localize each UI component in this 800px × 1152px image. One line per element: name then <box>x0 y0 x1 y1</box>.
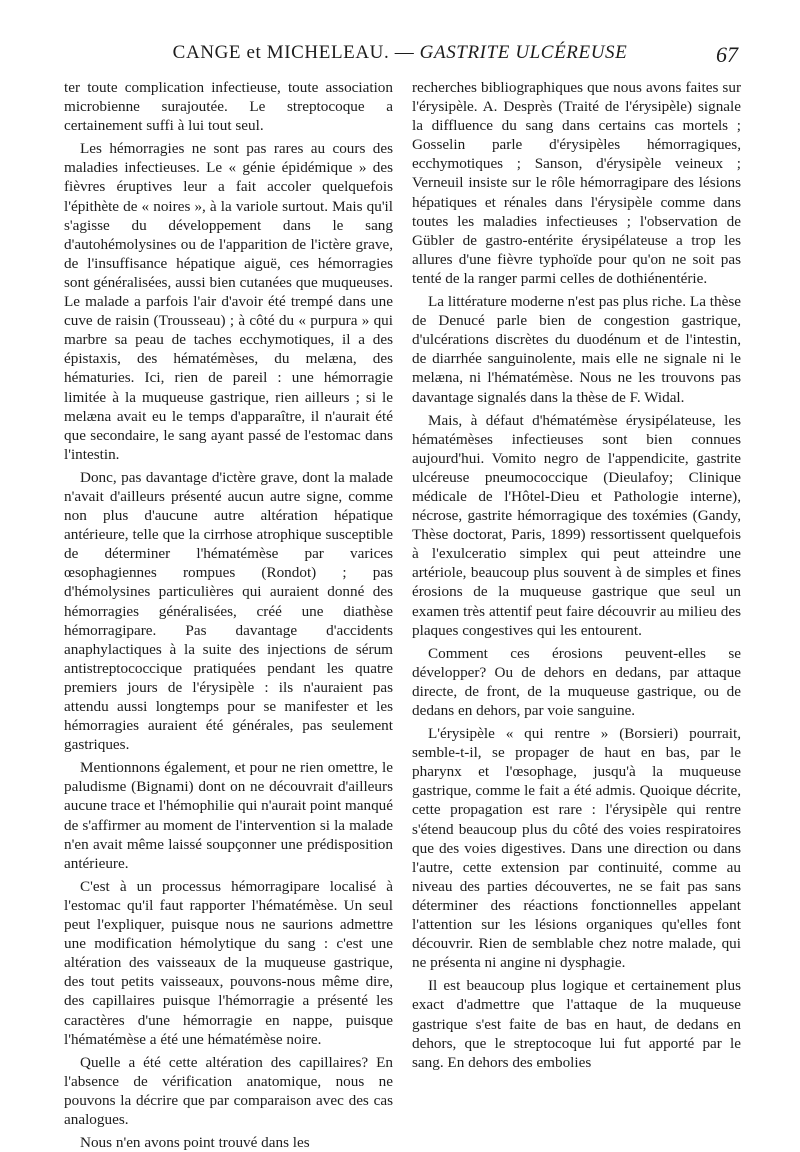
paragraph: L'érysipèle « qui rentre » (Borsieri) pourrait, semble-t-il, se propager de haut en bas, par le pharynx et l'œsophage, jusqu'à la muqueuse gastrique, comme le fait a été admis. Quoique décrite, cette propagation est rare : l'érysipèle qui rentre s'étend beaucoup plus du côté des voies respiratoires que des voies digestives. Dans une direction ou dans l'autre, cette extension par continuité, comme au niveau des parties découvertes, ne se fait pas sans déterminer des réactions fonctionnelles appelant l'attention sur les lésions organiques qu'elles font découvrir. Rien de semblable chez notre malade, qui ne présenta ni angine ni dysphagie. <box>412 725 741 972</box>
paragraph: ter toute complication infectieuse, toute association microbienne surajoutée. Le streptocoque a certainement suffi à lui tout seul. <box>64 79 393 135</box>
paragraph: Mentionnons également, et pour ne rien omettre, le paludisme (Bignami) dont on ne découvrait d'ailleurs aucune trace et l'hémophilie qui n'aurait point manqué de s'affirmer au moment de l'intervention si la malade n'en avait même laissé soupçonner une prédisposition antérieure. <box>64 759 393 872</box>
right-column <box>412 78 741 1072</box>
running-header <box>0 42 800 72</box>
paragraph: recherches bibliographiques que nous avons faites sur l'érysipèle. A. Desprès (Traité de l'érysipèle) signale la diffluence du sang dans certains cas mortels ; Gosselin parle d'érysipèles hémorragiques, ecchymotiques ; Sanson, d'érysipèle veineux ; Verneuil insiste sur le rôle hémorragipare des lésions hépatiques et rénales dans l'érysipèle comme dans toutes les maladies infectieuses ; l'observation de Gübler de gastro-entérite érysipélateuse a trop les allures d'une fièvre typhoïde pour qu'on ne soit pas tenté de la ranger parmi celles de dothiénentérie. <box>412 79 741 287</box>
paragraph: Mais, à défaut d'hématémèse érysipélateuse, les hématémèses infectieuses sont bien connues aujourd'hui. Vomito negro de l'appendicite, gastrite ulcéreuse pneumococcique (Dieulafoy; Clinique médicale de l'Hôtel-Dieu et Pathologie interne), nécrose, gastrite hémorragique des toxémies (Gandy, Thèse doctorat, Paris, 1899) ressortissent quelquefois à l'exulceratio simplex qui peut atteindre une artériole, beaucoup plus souvent à de simples et fines érosions de la muqueuse gastrique que seul un examen très attentif peut faire découvrir au milieu des plaques congestives qui les entourent. <box>412 411 741 639</box>
paragraph: Donc, pas davantage d'ictère grave, dont la malade n'avait d'ailleurs présenté aucun autre signe, comme non plus d'aucune autre altération hépatique antérieure, telle que la cirrhose atrophique susceptible de déterminer l'hématémèse par varices œsophagiennes rompues (Rondot) ; pas d'hémolysines particulières qui auraient donné des hémorragies généralisées, créé une diathèse hémorragipare. Pas davantage d'accidents anaphylactiques à la suite des injections de sérum antistreptococcique pratiquées pendant les quatre premiers jours de l'érysipèle : ils n'auraient pas attendu aussi longtemps pour se manifester et les hémorragies auraient été générales, pas seulement gastriques. <box>64 468 393 754</box>
paragraph: Les hémorragies ne sont pas rares au cours des maladies infectieuses. Le « génie épidémique » des fièvres éruptives leur a fait accoler quelquefois l'épithète de « noires », à la variole surtout. Mais qu'il s'agisse du développement dans le sang d'autohémolysines ou de l'apparition de l'ictère grave, de l'insuffisance hépatique aiguë, ces hémorragies sont généralisées, aussi bien cutanées que muqueuses. Le malade a parfois l'air d'avoir été trempé dans une cuve de raisin (Trousseau) ; à côté du « purpura » qui marbre sa peau de taches ecchymotiques, il a des épistaxis, des hématémèses, du melæna, des hématuries. Ici, rien de pareil : une hémorragie limitée à la muqueuse gastrique, rien ailleurs ; si le melæna avait eu le temps d'apparaître, il n'aurait été que secondaire, le sang ayant passé de l'estomac dans l'intestin. <box>64 140 393 463</box>
paragraph: Il est beaucoup plus logique et certainement plus exact d'admettre que l'attaque de la muqueuse gastrique s'est faite de bas en haut, de dedans en dehors, que le streptocoque lui fut apporté par le sang. En dehors des embolies <box>412 977 741 1071</box>
paragraph: Comment ces érosions peuvent-elles se développer? Ou de dehors en dedans, par attaque directe, de front, de la muqueuse gastrique, ou de dedans en dehors, par voie sanguine. <box>412 644 741 719</box>
running-title-separator: — <box>389 42 420 63</box>
page-number: 67 <box>716 42 738 67</box>
running-title-authors: CANGE et MICHELEAU. <box>172 42 390 63</box>
running-title <box>0 42 800 64</box>
paragraph: La littérature moderne n'est pas plus riche. La thèse de Denucé parle bien de congestion gastrique, d'ulcérations discrètes du duodénum et de l'intestin, de diarrhée sanguinolente, mais elle ne signale ni le melæna, ni l'hématémèse. Nous ne les trouvons pas davantage signalés dans la thèse de F. Widal. <box>412 293 741 406</box>
running-title-subject: GASTRITE ULCÉREUSE <box>419 42 628 63</box>
paragraph: Nous n'en avons point trouvé dans les <box>80 1134 310 1152</box>
left-column <box>64 78 393 1152</box>
paragraph: C'est à un processus hémorragipare localisé à l'estomac qu'il faut rapporter l'hématémèse. Un seul peut l'expliquer, puisque nous ne saurions admettre une modification hémolytique du sang : c'est une altération des vaisseaux de la muqueuse gastrique, des tout petits vaisseaux, pouvons-nous même dire, des capillaires puisque l'hémorragie a présenté les caractères d'une hémorragie en nappe, puisque l'hématémèse a été une hématémèse noire. <box>64 877 393 1048</box>
paragraph: Quelle a été cette altération des capillaires? En l'absence de vérification anatomique, nous ne pouvons la décrire que par comparaison avec des cas analogues. <box>64 1053 393 1128</box>
